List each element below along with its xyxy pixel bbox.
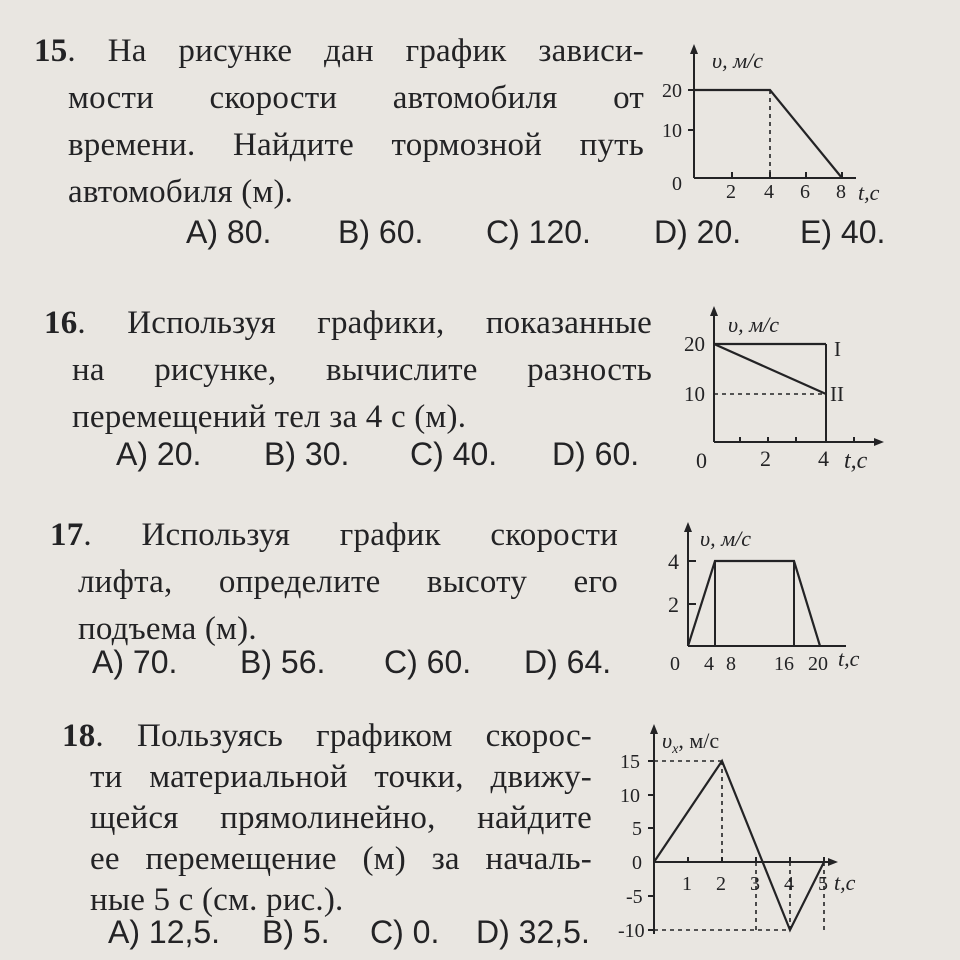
x-tick-label: 4: [784, 873, 794, 895]
x-tick-label: 2: [726, 181, 736, 203]
series-label-II: II: [830, 382, 844, 406]
x-tick-label: 20: [808, 653, 828, 675]
answer-option[interactable]: B) 5.: [262, 914, 330, 950]
problem-16-text: 16. Используя графики, показанные на рисунке, вычислите разность перемещений тел за 4 с (м).: [44, 305, 652, 435]
y-tick-label: 5: [632, 818, 642, 840]
x-axis-arrow-icon: [874, 438, 884, 446]
x-tick-label: 16: [774, 653, 794, 675]
y-tick-label: 4: [668, 549, 679, 574]
origin-label: 0: [696, 448, 707, 473]
x-tick-label: 4: [704, 653, 714, 675]
answer-option[interactable]: A) 80.: [186, 214, 272, 250]
x-tick-label: 2: [760, 446, 771, 471]
x-axis-arrow-icon: [828, 858, 838, 866]
y-tick-label: 10: [684, 382, 705, 406]
y-axis-label: υ, м/с: [700, 526, 752, 551]
x-axis-label: t,c: [838, 646, 860, 671]
problem-17-text: 17. Используя график скорости лифта, определите высоту его подъема (м).: [50, 517, 619, 647]
problem-18-text: 18. Пользуясь графиком скорос- ти материальной точки, движу- щейся прямолинейно, найдите ее перемещение (м) за началь- ные 5 с (см. рис.).: [62, 718, 592, 918]
x-tick-label: 1: [682, 873, 692, 895]
answer-option[interactable]: A) 70.: [92, 644, 178, 680]
y-axis-label: υ, м/с: [712, 48, 764, 73]
x-tick-label: 2: [716, 873, 726, 895]
problem-15-graph: [660, 40, 900, 210]
y-axis-arrow-icon: [710, 306, 718, 316]
y-tick-label: 20: [684, 332, 705, 356]
answer-option[interactable]: D) 20.: [654, 214, 742, 250]
x-tick-label: 8: [836, 181, 846, 203]
y-axis-arrow-icon: [690, 44, 698, 54]
y-axis-label: $\upsilon_x$, м/с: [662, 728, 720, 757]
x-tick-label: 4: [818, 446, 829, 471]
answer-option[interactable]: E) 40.: [800, 214, 886, 250]
answer-option[interactable]: D) 60.: [552, 436, 640, 472]
problem-17-graph: [660, 514, 890, 684]
problem-16-number: 16: [44, 305, 78, 341]
line-II: [714, 344, 826, 394]
x-tick-label: 6: [800, 181, 810, 203]
answer-option[interactable]: C) 40.: [410, 436, 498, 472]
y-tick-label: -5: [626, 886, 643, 908]
x-tick-label: 3: [750, 873, 760, 895]
x-axis-label: t,c: [834, 870, 856, 895]
problem-17-number: 17: [50, 517, 84, 553]
x-tick-label: 8: [726, 653, 736, 675]
velocity-line: [694, 90, 842, 178]
problem-15-number: 15: [34, 33, 68, 69]
series-label-I: I: [834, 337, 841, 361]
y-tick-label: 2: [668, 592, 679, 617]
problem-15-text: 15. На рисунке дан график зависи- мости скорости автомобиля от времени. Найдите тормозной путь автомобиля (м).: [34, 33, 644, 210]
origin-label: 0: [670, 653, 680, 675]
problem-18-number: 18: [62, 718, 96, 754]
x-tick-label: 5: [818, 873, 828, 895]
answer-option[interactable]: A) 20.: [116, 436, 202, 472]
y-tick-label: 10: [662, 120, 682, 142]
y-axis-arrow-icon: [650, 724, 658, 734]
origin-label: 0: [632, 852, 642, 874]
y-axis-label: υ, м/с: [728, 312, 780, 337]
problem-18-graph: [618, 718, 878, 956]
answer-option[interactable]: C) 60.: [384, 644, 472, 680]
x-axis-label: t,c: [858, 180, 880, 205]
answer-option[interactable]: D) 32,5.: [476, 914, 590, 950]
problem-16-graph: [680, 300, 900, 480]
y-tick-label: 10: [620, 785, 640, 807]
answer-option[interactable]: C) 0.: [370, 914, 440, 950]
answer-option[interactable]: B) 60.: [338, 214, 424, 250]
y-tick-label: 15: [620, 751, 640, 773]
velocity-line: [688, 561, 820, 646]
y-tick-label: 20: [662, 80, 682, 102]
answer-option[interactable]: B) 30.: [264, 436, 350, 472]
x-axis-label: t,c: [844, 448, 868, 474]
answer-option[interactable]: C) 120.: [486, 214, 591, 250]
origin-label: 0: [672, 173, 682, 195]
y-axis-arrow-icon: [684, 522, 692, 532]
velocity-line: [654, 761, 824, 930]
answer-option[interactable]: B) 56.: [240, 644, 326, 680]
x-tick-label: 4: [764, 181, 774, 203]
answer-option[interactable]: A) 12,5.: [108, 914, 221, 950]
answer-option[interactable]: D) 64.: [524, 644, 612, 680]
y-tick-label: -10: [618, 920, 645, 942]
